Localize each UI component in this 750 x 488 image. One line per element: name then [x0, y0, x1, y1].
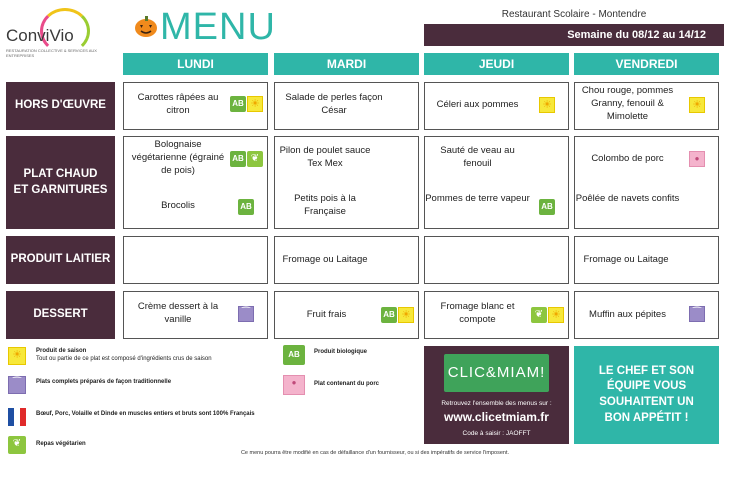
whisk-icon: [238, 306, 254, 322]
dish-text: Fromage ou Laitage: [583, 254, 669, 265]
row-label-text: PRODUIT LAITIER: [10, 253, 111, 266]
row-label-produit-laitier: [6, 236, 115, 284]
cell-vendredi-plat: [574, 136, 719, 229]
dish-text: Crème dessert à la vanille: [137, 301, 219, 325]
legend-porc: Plat contenant du porc: [314, 381, 380, 387]
row-label-plat-chaud: [6, 136, 115, 229]
footer-note: Ce menu pourra être modifié en cas de défaillance d'un fournisseur, ou si des impératifs de service l'imposent.: [240, 450, 510, 456]
whisk-icon: [8, 376, 26, 394]
chef-message: [574, 346, 719, 444]
sun-icon: [539, 97, 555, 113]
cell-mardi-dessert: [274, 291, 419, 339]
cell-jeudi-laitier: [424, 236, 569, 284]
bio-icon: AB: [230, 151, 246, 167]
dish-text: Pilon de poulet sauce Tex Mex: [279, 145, 371, 169]
row-label-text: PLAT CHAUD: [23, 167, 98, 180]
cell-lundi-laitier: [123, 236, 268, 284]
clicetmiam-promo: [424, 346, 569, 444]
dish-text: Bolognaise végétarienne (égrainé de pois): [131, 139, 225, 176]
week-banner: Semaine du 08/12 au 14/12: [424, 24, 724, 46]
day-header-jeudi: JEUDI: [424, 53, 569, 75]
legend-viande: Bœuf, Porc, Volaille et Dinde en muscles entiers et bruts sont 100% Français: [36, 411, 255, 417]
dish-text: Poêlée de navets confits: [575, 193, 680, 204]
pumpkin-icon: [134, 14, 158, 38]
convivio-logo: [6, 8, 102, 62]
row-label-hors-doeuvre: [6, 82, 115, 130]
dish-text: Fruit frais: [306, 309, 347, 320]
cell-jeudi-hors-doeuvre: [424, 82, 569, 130]
dish-text: Colombo de porc: [591, 153, 664, 164]
dish-text: Pommes de terre vapeur: [425, 193, 530, 204]
sun-icon: [8, 347, 26, 365]
bio-icon: AB: [230, 96, 246, 112]
legend-vegetarien: Repas végétarien: [36, 441, 86, 447]
legend-title: Produit de saison: [36, 348, 87, 354]
whisk-icon: [689, 306, 705, 322]
dish-text: Céleri aux pommes: [436, 99, 519, 110]
legend-bio: Produit biologique: [314, 349, 367, 355]
leaf-icon: [531, 307, 547, 323]
sun-icon: [247, 96, 263, 112]
clicetmiam-logo: CLIC&MIAM!: [444, 354, 549, 392]
cell-vendredi-hors-doeuvre: [574, 82, 719, 130]
bio-icon: AB: [238, 199, 254, 215]
pig-icon: [689, 151, 705, 167]
sun-icon: [689, 97, 705, 113]
promo-url[interactable]: www.clicetmiam.fr: [444, 410, 549, 424]
row-label-text: HORS D'ŒUVRE: [15, 99, 106, 112]
day-header-mardi: MARDI: [274, 53, 419, 75]
dish-text: Petits pois à la Française: [294, 193, 356, 217]
promo-code: Code à saisir : JAOFFT: [462, 430, 531, 437]
promo-text: Retrouvez l'ensemble des menus sur :: [441, 400, 552, 407]
sun-icon: [548, 307, 564, 323]
cell-vendredi-dessert: [574, 291, 719, 339]
logo-brand: ConviVio: [6, 26, 74, 45]
cell-mardi-hors-doeuvre: [274, 82, 419, 130]
cell-vendredi-laitier: [574, 236, 719, 284]
legend-traditionnel: Plats complets préparés de façon traditionnelle: [36, 379, 172, 385]
dish-text: Sauté de veau au fenouil: [440, 145, 515, 169]
dish-text: Fromage blanc et compote: [440, 301, 515, 325]
legend-saison: [36, 347, 266, 363]
row-label-dessert: [6, 291, 115, 339]
bio-icon: AB: [539, 199, 555, 215]
day-header-vendredi: VENDREDI: [574, 53, 719, 75]
sun-icon: [398, 307, 414, 323]
row-label-text: ET GARNITURES: [13, 183, 108, 196]
dish-text: Salade de perles façon César: [285, 92, 383, 116]
french-flag-icon: [8, 408, 26, 426]
cell-lundi-dessert: [123, 291, 268, 339]
cell-mardi-plat: [274, 136, 419, 229]
leaf-icon: [247, 151, 263, 167]
cell-lundi-plat: [123, 136, 268, 229]
legend-desc: Tout ou partie de ce plat est composé d'ingrédients crus de saison: [36, 356, 212, 363]
pig-icon: [283, 375, 305, 395]
dish-text: Fromage ou Laitage: [282, 254, 368, 265]
dish-text: Brocolis: [161, 200, 195, 211]
bio-icon: AB: [283, 345, 305, 365]
bio-icon: AB: [381, 307, 397, 323]
dish-text: Muffin aux pépites: [589, 309, 666, 320]
dish-text: Chou rouge, pommes Granny, fenouil & Mimolette: [581, 85, 674, 122]
restaurant-name: Restaurant Scolaire - Montendre: [501, 9, 647, 20]
dish-text: Carottes râpées au citron: [137, 92, 219, 116]
cell-lundi-hors-doeuvre: [123, 82, 268, 130]
logo-tagline: RESTAURATION COLLECTIVE & SERVICES AUX ENTREPRISES: [6, 48, 97, 58]
chef-text: LE CHEF ET SON ÉQUIPE VOUS SOUHAITENT UN BON APPÉTIT !: [598, 364, 695, 424]
row-label-text: DESSERT: [33, 308, 88, 321]
day-header-lundi: LUNDI: [123, 53, 268, 75]
menu-title: MENU: [160, 6, 276, 48]
cell-mardi-laitier: [274, 236, 419, 284]
cell-jeudi-dessert: [424, 291, 569, 339]
cell-jeudi-plat: [424, 136, 569, 229]
